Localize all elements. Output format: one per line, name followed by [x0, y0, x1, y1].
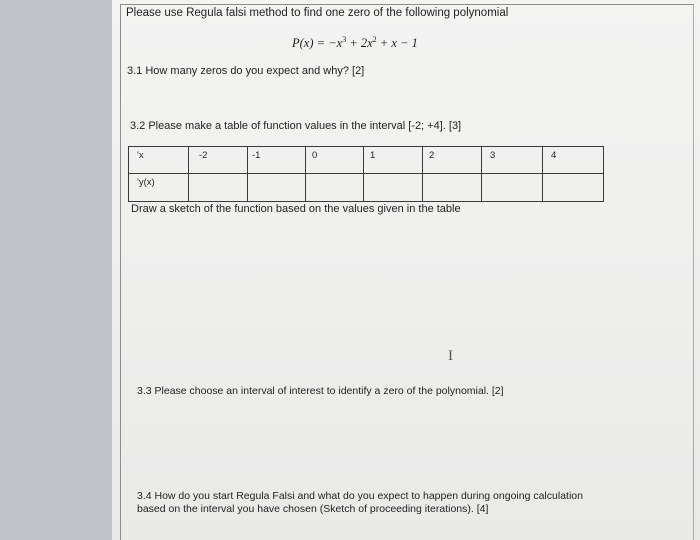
question-3-4-line-2: based on the interval you have chosen (Sketch of proceeding iterations). [4]: [137, 503, 489, 515]
question-3-2: 3.2 Please make a table of function values in the interval [-2; +4]. [3]: [130, 120, 462, 132]
question-3-4-line-1: 3.4 How do you start Regula Falsi and what do you expect to happen during ongoing calculation: [137, 490, 583, 502]
table-header-cell: 0: [306, 147, 364, 174]
formula-term-3: + x − 1: [376, 36, 418, 50]
formula-term-2: + 2x: [346, 36, 373, 50]
table-cell: [364, 173, 423, 201]
table-cell: [482, 173, 543, 201]
polynomial-formula: [292, 35, 418, 51]
table-cell: [543, 173, 604, 201]
sketch-instruction: Draw a sketch of the function based on the values given in the table: [131, 203, 461, 215]
table-header-cell: 2: [423, 147, 482, 174]
formula-exp-1: 3: [342, 35, 347, 44]
table-header-cell: 3: [482, 147, 543, 174]
formula-term-1: −x: [328, 36, 343, 50]
table-header-cell: -2: [189, 147, 248, 174]
formula-exp-2: 2: [372, 35, 377, 44]
table-header-cell: 4: [543, 147, 604, 174]
table-row-y: [129, 173, 604, 201]
table-row-x: [129, 147, 604, 174]
table-header-cell: 1: [364, 147, 423, 174]
question-3-1: 3.1 How many zeros do you expect and why? [2]: [127, 65, 365, 77]
table-header-cell: -1: [248, 147, 306, 174]
table-cell: [306, 173, 364, 201]
intro-text: Please use Regula falsi method to find one zero of the following polynomial: [126, 7, 509, 19]
table-cell: [189, 173, 248, 201]
page-frame: [120, 4, 694, 540]
table-header-cell: 'x: [129, 147, 189, 174]
formula-lhs: P(x) =: [292, 36, 329, 50]
text-cursor-icon: I: [448, 348, 453, 364]
table-row-label: 'y(x): [129, 173, 189, 201]
function-values-table: [128, 146, 604, 202]
table-cell: [248, 173, 306, 201]
question-3-3: 3.3 Please choose an interval of interest to identify a zero of the polynomial. [2]: [137, 385, 504, 397]
table-cell: [423, 173, 482, 201]
